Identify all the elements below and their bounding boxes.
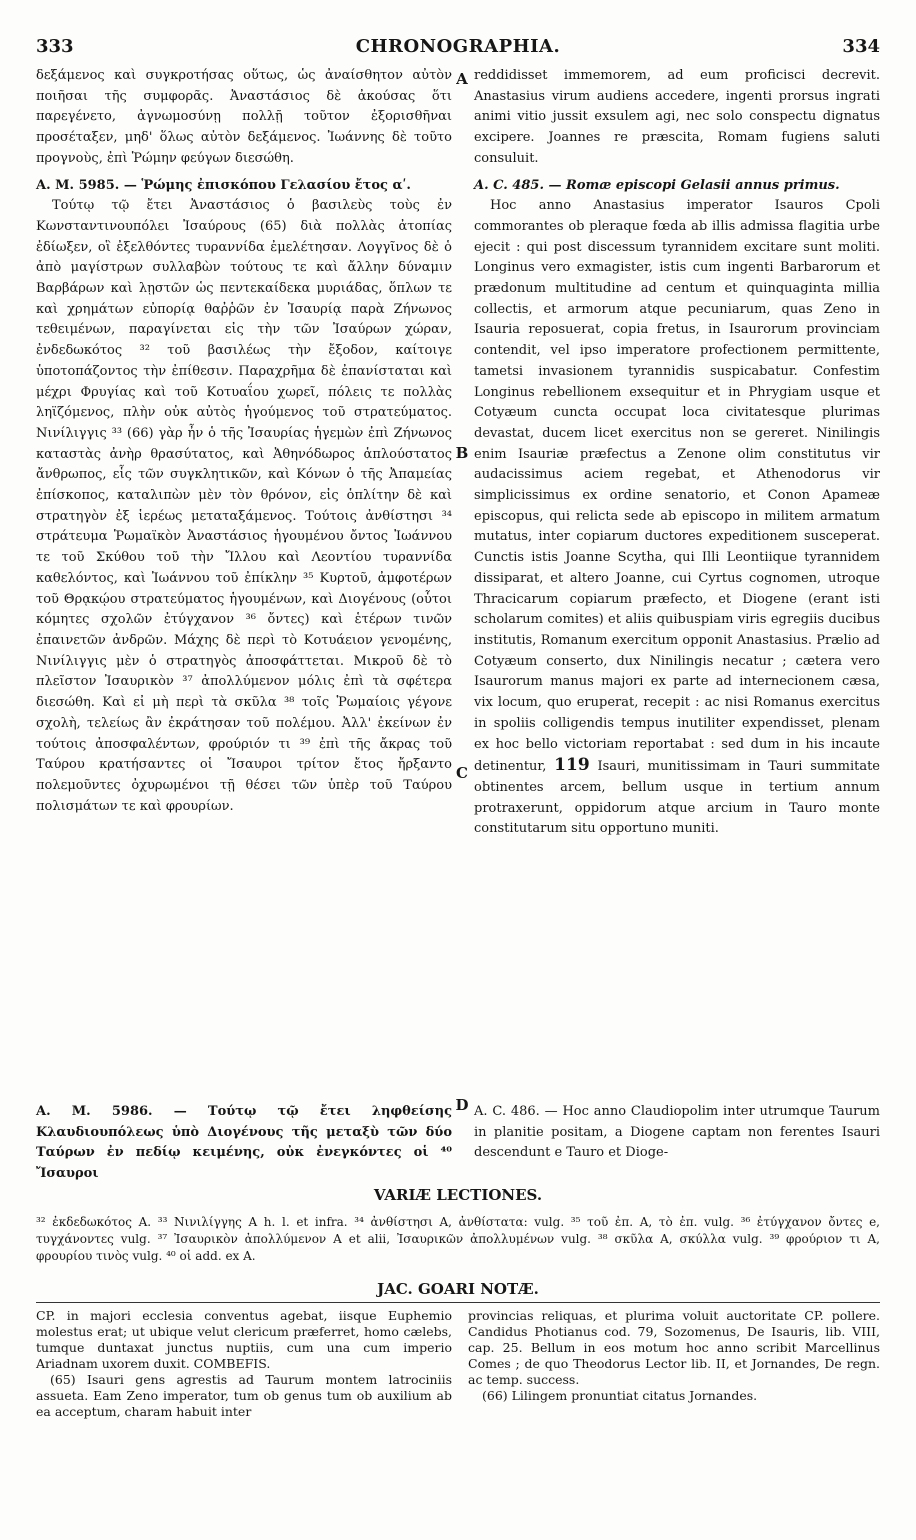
running-header (36, 36, 880, 66)
note-right-1: provincias reliquas, et plurima voluit auctoritate CP. pollere. Candidus Photianus cod. 79, Sozomenus, De Isauris, lib. VIII, cap. 25. Bellum in eos motum hoc anno scribit Marcellinus Comes ; de quo Theodorus Lector lib. II, et Jornandes, De regn. ac temp. success. (468, 1308, 880, 1387)
page-number-left: 333 (36, 36, 74, 57)
variae-lectiones-title: VARIÆ LECTIONES. (373, 1186, 543, 1204)
notae-right-column (468, 1308, 880, 1404)
page-number-right: 334 (842, 36, 880, 57)
marker-a: A (456, 70, 468, 88)
latin-paragraph-2: Hoc anno Anastasius imperator Isauros Cpoli commorantes ob pleraque fœda ab illis admissa flagitia urbe ejecit : qui post discessum tyrannidem excitare sunt moliti. Longinus vero exmagister, istis cum ingenti Barbarorum et prædonum multitudine ad centum et quinquaginta millia collectis, et armorum atque pecuniarum, quas Zeno in Isauria reposuerat, copia fretus, in Isaurorum provinciam contendit, vel ipso imperatore profectionem permittente, tametsi invasionem tyrannidis suspicabatur. Confestim Longinus rebellionem exsequitur et in Phrygiam usque et Cotyæum cuncta occupat loca civitatesque plurimas devastat, ducem licet exercitus non se gereret. Ninilingis enim Isauriæ præfectus a Zenone olim constitutus vir audacissimus aciem regebat, et Athenodorus vir simplicissimus ex ordine senatorio, et Conon Apameæ episcopus, qui relicta sede ab episcopo in militem armatum mutatus, inter copiarum ductores expeditionem susceperat. Cunctis istis Joanne Scytha, qui Illi Leontiique tyrannidem dissiparat, et altero Joanne, cui Cyrtus cognomen, utroque Thracicarum copiarum præfecto, et Diogene (erant isti scholarum comites) et aliis quibuspiam viris egregiis ducibus institutis, Romanum exercitum opponit Anastasius. Prælio ad Cotyæum conserto, dux Ninilingis necatur ; cætera vero Isaurorum manus majori ex parte ad internecionem cæsa, vix locum, quo eruperat, recepit : ac nisi Romanus exercitus in spoliis colligendis tempus inutiliter expendisset, plenam ex hoc bello victoriam reportabat : sed dum in his incaute detinentur, (474, 198, 880, 775)
marker-b: B (455, 444, 469, 462)
note-left-1: CP. in majori ecclesia conventus agebat, iisque Euphemio molestus erat; ut ubique velut clericum præferret, homo cælebs, tumque duntaxat junctus nuptiis, cum una cum imperio Ariadnam uxorem duxit. COMBEFIS. (36, 1308, 452, 1371)
marker-d: D (455, 1096, 469, 1114)
marker-c: C (456, 764, 468, 782)
greek-column (36, 66, 452, 817)
latin-paragraph-2-continued: Isauri, munitissimam in Tauri summitate obtinentes arcem, bellum usque in tertium annum protraxerunt, oppidorum atque arcium in Tauro monte constitutarum situ opportuno muniti. (474, 759, 880, 837)
greek-column-bottom (36, 1102, 452, 1185)
latin-year-486-paragraph: A. C. 486. — Hoc anno Claudiopolim inter utrumque Taurum in planitie positam, a Diogene captam non ferentes Isauri descendunt e Tauro et Dioge- (474, 1104, 880, 1161)
variae-lectiones-text: ³² ἐκδεδωκότος A. ³³ Νινιλίγγης A h. l. et infra. ³⁴ ἀνθίστησι A, ἀνθίστατα: vulg. ³⁵ τοῦ ἐπ. A, τὸ ἐπ. vulg. ³⁶ ἐτύγχανον ὄντες e, τυγχάνοντες vulg. ³⁷ Ἰσαυρικὸν ἀπολλύμενον A et alii, Ἰσαυρικῶν ἀπολλυμένων vulg. ³⁸ σκῦλα A, σκύλλα vulg. ³⁹ φρούριον τι A, φρουρίου τινὸς vulg. ⁴⁰ οἱ add. ex A. (36, 1215, 881, 1263)
greek-year-heading-5985: A. M. 5985. — Ῥώμης ἐπισκόπου Γελασίου ἔτος αʹ. (36, 177, 411, 193)
page-number-marker: 119 (554, 755, 590, 776)
greek-year-5986-paragraph: A. M. 5986. — Τούτῳ τῷ ἔτει ληφθείσης Κλαυδιουπόλεως ὑπὸ Διογένους τῆς μεταξὺ τῶν δύο Ταύρων ἐν πεδίῳ κειμένης, οὐκ ἐνεγκόντες οἱ ⁴⁰ Ἴσαυροι (36, 1104, 452, 1182)
notae-title: JAC. GOARI NOTÆ. (377, 1280, 539, 1298)
latin-column-bottom (474, 1102, 880, 1164)
running-title: CHRONOGRAPHIA. (355, 36, 561, 57)
latin-column (474, 66, 880, 840)
note-left-65: (65) Isauri gens agrestis ad Taurum montem latrociniis assueta. Eam Zeno imperator, tum ob genus tum ob auxilium ab ea acceptum, charam habuit inter (36, 1372, 452, 1419)
greek-paragraph-1: δεξάμενος καὶ συγκροτήσας οὕτως, ὡς ἀναίσθητον αὐτὸν ποιῆσαι τῆς συμφορᾶς. Ἀναστάσιος δὲ ἀκούσας ὅτι παρεγένετο, ἀγνωμοσύνῃ πολλῇ τοῦτον ἐξορισθῆναι προσέταξεν, μηδ' ὅλως αὐτὸν δεξάμενος. Ἰωάννης δὲ τοῦτο προγνοὺς, ἐπὶ Ῥώμην φεύγων διεσώθη. (36, 68, 452, 166)
notae-rule (36, 1302, 880, 1303)
note-right-66: (66) Lilingem pronuntiat citatus Jornandes. (482, 1388, 758, 1403)
greek-paragraph-2: Τούτῳ τῷ ἔτει Ἀναστάσιος ὁ βασιλεὺς τοὺς ἐν Κωνσταντινουπόλει Ἰσαύρους (65) διὰ πολλὰς ἀτοπίας ἐδίωξεν, οἳ ἐξελθόντες τυραννίδα ἐμελέτησαν. Λογγῖνος δὲ ὁ ἀπὸ μαγίστρων συλλαβὼν τούτους τε καὶ ἄλλην δύναμιν Βαρβάρων καὶ λῃστῶν ὡς πεντεκαίδεκα μυριάδας, ὅπλων τε καὶ χρημάτων εὐπορίᾳ θαῤῥῶν ἐν Ἰσαυρίᾳ παρὰ Ζήνωνος τεθειμένων, παραγίνεται εἰς τὴν τῶν Ἰσαύρων χώραν, ἐνδεδωκότος ³² τοῦ βασιλέως τὴν ἔξοδον, καίτοιγε ὑποτοπάζοντος τὴν ἐπίθεσιν. Παραχρῆμα δὲ ἐπανίσταται καὶ μέχρι Φρυγίας καὶ τοῦ Κοτυαΐου χωρεῖ, πόλεις τε πολλὰς ληϊζόμενος, πλὴν οὐκ αὐτὸς ἡγούμενος τοῦ στρατεύματος. Νινίλιγγις ³³ (66) γὰρ ἦν ὁ τῆς Ἰσαυρίας ἡγεμὼν ἐπὶ Ζήνωνος καταστὰς ἀνὴρ θρασύτατος, καὶ Ἀθηνόδωρος ἁπλούστατος ἄνθρωπος, εἷς τῶν συγκλητικῶν, καὶ Κόνων ὁ τῆς Ἀπαμείας ἐπίσκοπος, καταλιπὼν μὲν τὸν θρόνον, εἰς ὁπλίτην δὲ καὶ στρατηγὸν ἐξ ἱερέως μεταταξάμενος. Τούτοις ἀνθίστησι ³⁴ στράτευμα Ῥωμαϊκὸν Ἀναστάσιος ἡγουμένου ὄντος Ἰωάννου τε τοῦ Σκύθου τοῦ τὴν Ἴλλου καὶ Λεοντίου τυραννίδα καθελόντος, καὶ Ἰωάννου τοῦ ἐπίκλην ³⁵ Κυρτοῦ, ἀμφοτέρων τοῦ Θρᾳκῴου στρατεύματος ἡγουμένων, καὶ Διογένους (οὗτοι κόμητες σχολῶν ἐτύγχανον ³⁶ ὄντες) καὶ ἑτέρων τινῶν ἐπαινετῶν ἀνδρῶν. Μάχης δὲ περὶ τὸ Κοτυάειον γενομένης, Νινίλιγγις μὲν ὁ στρατηγὸς ἀποσφάττεται. Μικροῦ δὲ τὸ πλεῖστον Ἰσαυρικὸν ³⁷ ἀπολλύμενον μόλις ἐπὶ τὰ σφέτερα διεσώθη. Καὶ εἰ μὴ περὶ τὰ σκῦλα ³⁸ τοῖς Ῥωμαίοις γέγονε σχολὴ, τελείως ἂν ἐκράτησαν τοῦ πολέμου. Ἀλλ' ἐκείνων ἐν τούτοις ἀποσφαλέντων, φρούριόν τι ³⁹ ἐπὶ τῆς ἄκρας τοῦ Ταύρου κρατήσαντες οἱ Ἴσαυροι τρίτον ἔτος ἤρξαντο πολεμοῦντες ὀχυρωμένοι τῇ θέσει τῶν ὑπὲρ τοῦ Ταύρου πολισμάτων τε καὶ φρουρίων. (36, 198, 452, 814)
notae-left-column (36, 1308, 452, 1420)
latin-year-heading-485: A. C. 485. — Romæ episcopi Gelasii annus primus. (474, 177, 840, 193)
latin-paragraph-1: reddidisset immemorem, ad eum proficisci decrevit. Anastasius virum audiens accedere, ingenti prorsus ingrati animi vitio jussit exsulem agi, nec solo conspectu dignatus excipere. Joannes re præscita, Romam fugiens saluti consuluit. (474, 68, 880, 166)
